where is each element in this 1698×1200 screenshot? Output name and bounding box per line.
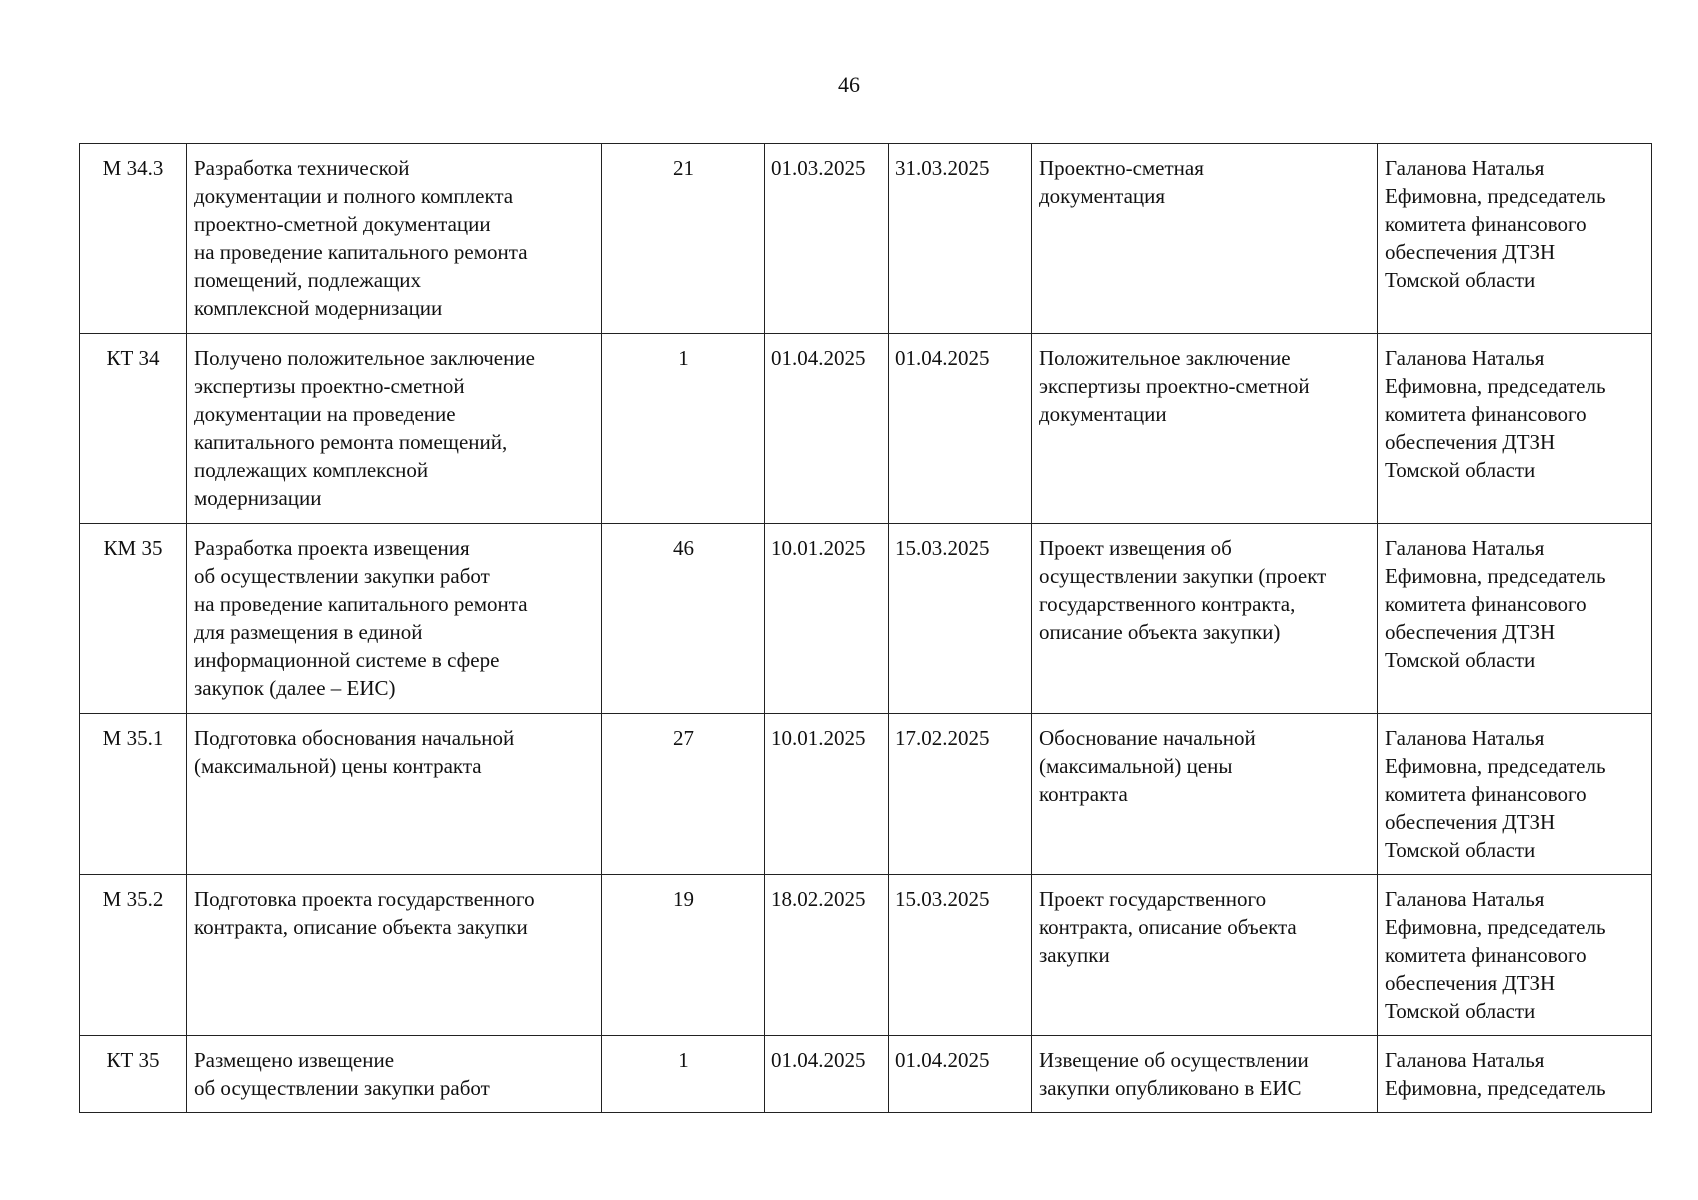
cell-result: Положительное заключение экспертизы проектно-сметной документации — [1032, 334, 1378, 524]
cell-name: Размещено извещение об осуществлении закупки работ — [187, 1036, 602, 1113]
cell-code: М 34.3 — [80, 144, 187, 334]
cell-duration: 1 — [602, 334, 765, 524]
cell-result: Извещение об осуществлении закупки опубликовано в ЕИС — [1032, 1036, 1378, 1113]
cell-name: Разработка проекта извещения об осуществлении закупки работ на проведение капитального ремонта для размещения в единой информационной системе в сфере закупок (далее – ЕИС) — [187, 524, 602, 714]
page-number: 46 — [838, 72, 860, 97]
cell-name: Разработка технической документации и полного комплекта проектно-сметной документации на проведение капитального ремонта помещений, подлежащих комплексной модернизации — [187, 144, 602, 334]
cell-start-date: 18.02.2025 — [765, 875, 889, 1036]
cell-end-date: 17.02.2025 — [889, 714, 1032, 875]
cell-result: Проект извещения об осуществлении закупки (проект государственного контракта, описание объекта закупки) — [1032, 524, 1378, 714]
cell-duration: 1 — [602, 1036, 765, 1113]
cell-responsible: Галанова Наталья Ефимовна, председатель комитета финансового обеспечения ДТЗН Томской области — [1378, 144, 1652, 334]
cell-duration: 27 — [602, 714, 765, 875]
table-row — [80, 875, 1652, 1036]
cell-start-date: 01.03.2025 — [765, 144, 889, 334]
cell-code: М 35.2 — [80, 875, 187, 1036]
cell-end-date: 01.04.2025 — [889, 1036, 1032, 1113]
cell-responsible: Галанова Наталья Ефимовна, председатель комитета финансового обеспечения ДТЗН Томской области — [1378, 334, 1652, 524]
cell-result: Проектно-сметная документация — [1032, 144, 1378, 334]
plan-table — [79, 143, 1652, 1113]
table-row — [80, 714, 1652, 875]
cell-duration: 19 — [602, 875, 765, 1036]
cell-responsible: Галанова Наталья Ефимовна, председатель комитета финансового обеспечения ДТЗН Томской области — [1378, 714, 1652, 875]
cell-code: КТ 35 — [80, 1036, 187, 1113]
cell-start-date: 10.01.2025 — [765, 524, 889, 714]
cell-responsible: Галанова Наталья Ефимовна, председатель — [1378, 1036, 1652, 1113]
table-row — [80, 1036, 1652, 1113]
cell-end-date: 31.03.2025 — [889, 144, 1032, 334]
cell-name: Подготовка проекта государственного контракта, описание объекта закупки — [187, 875, 602, 1036]
table-row — [80, 144, 1652, 334]
cell-end-date: 15.03.2025 — [889, 524, 1032, 714]
cell-duration: 46 — [602, 524, 765, 714]
table-row — [80, 334, 1652, 524]
cell-result: Проект государственного контракта, описание объекта закупки — [1032, 875, 1378, 1036]
cell-end-date: 15.03.2025 — [889, 875, 1032, 1036]
cell-responsible: Галанова Наталья Ефимовна, председатель комитета финансового обеспечения ДТЗН Томской области — [1378, 875, 1652, 1036]
cell-start-date: 01.04.2025 — [765, 334, 889, 524]
cell-result: Обоснование начальной (максимальной) цены контракта — [1032, 714, 1378, 875]
table-row — [80, 524, 1652, 714]
cell-duration: 21 — [602, 144, 765, 334]
cell-code: М 35.1 — [80, 714, 187, 875]
cell-name: Подготовка обоснования начальной (максимальной) цены контракта — [187, 714, 602, 875]
cell-code: КМ 35 — [80, 524, 187, 714]
cell-name: Получено положительное заключение экспертизы проектно-сметной документации на проведение капитального ремонта помещений, подлежащих комплексной модернизации — [187, 334, 602, 524]
cell-code: КТ 34 — [80, 334, 187, 524]
cell-responsible: Галанова Наталья Ефимовна, председатель комитета финансового обеспечения ДТЗН Томской области — [1378, 524, 1652, 714]
cell-end-date: 01.04.2025 — [889, 334, 1032, 524]
cell-start-date: 01.04.2025 — [765, 1036, 889, 1113]
cell-start-date: 10.01.2025 — [765, 714, 889, 875]
